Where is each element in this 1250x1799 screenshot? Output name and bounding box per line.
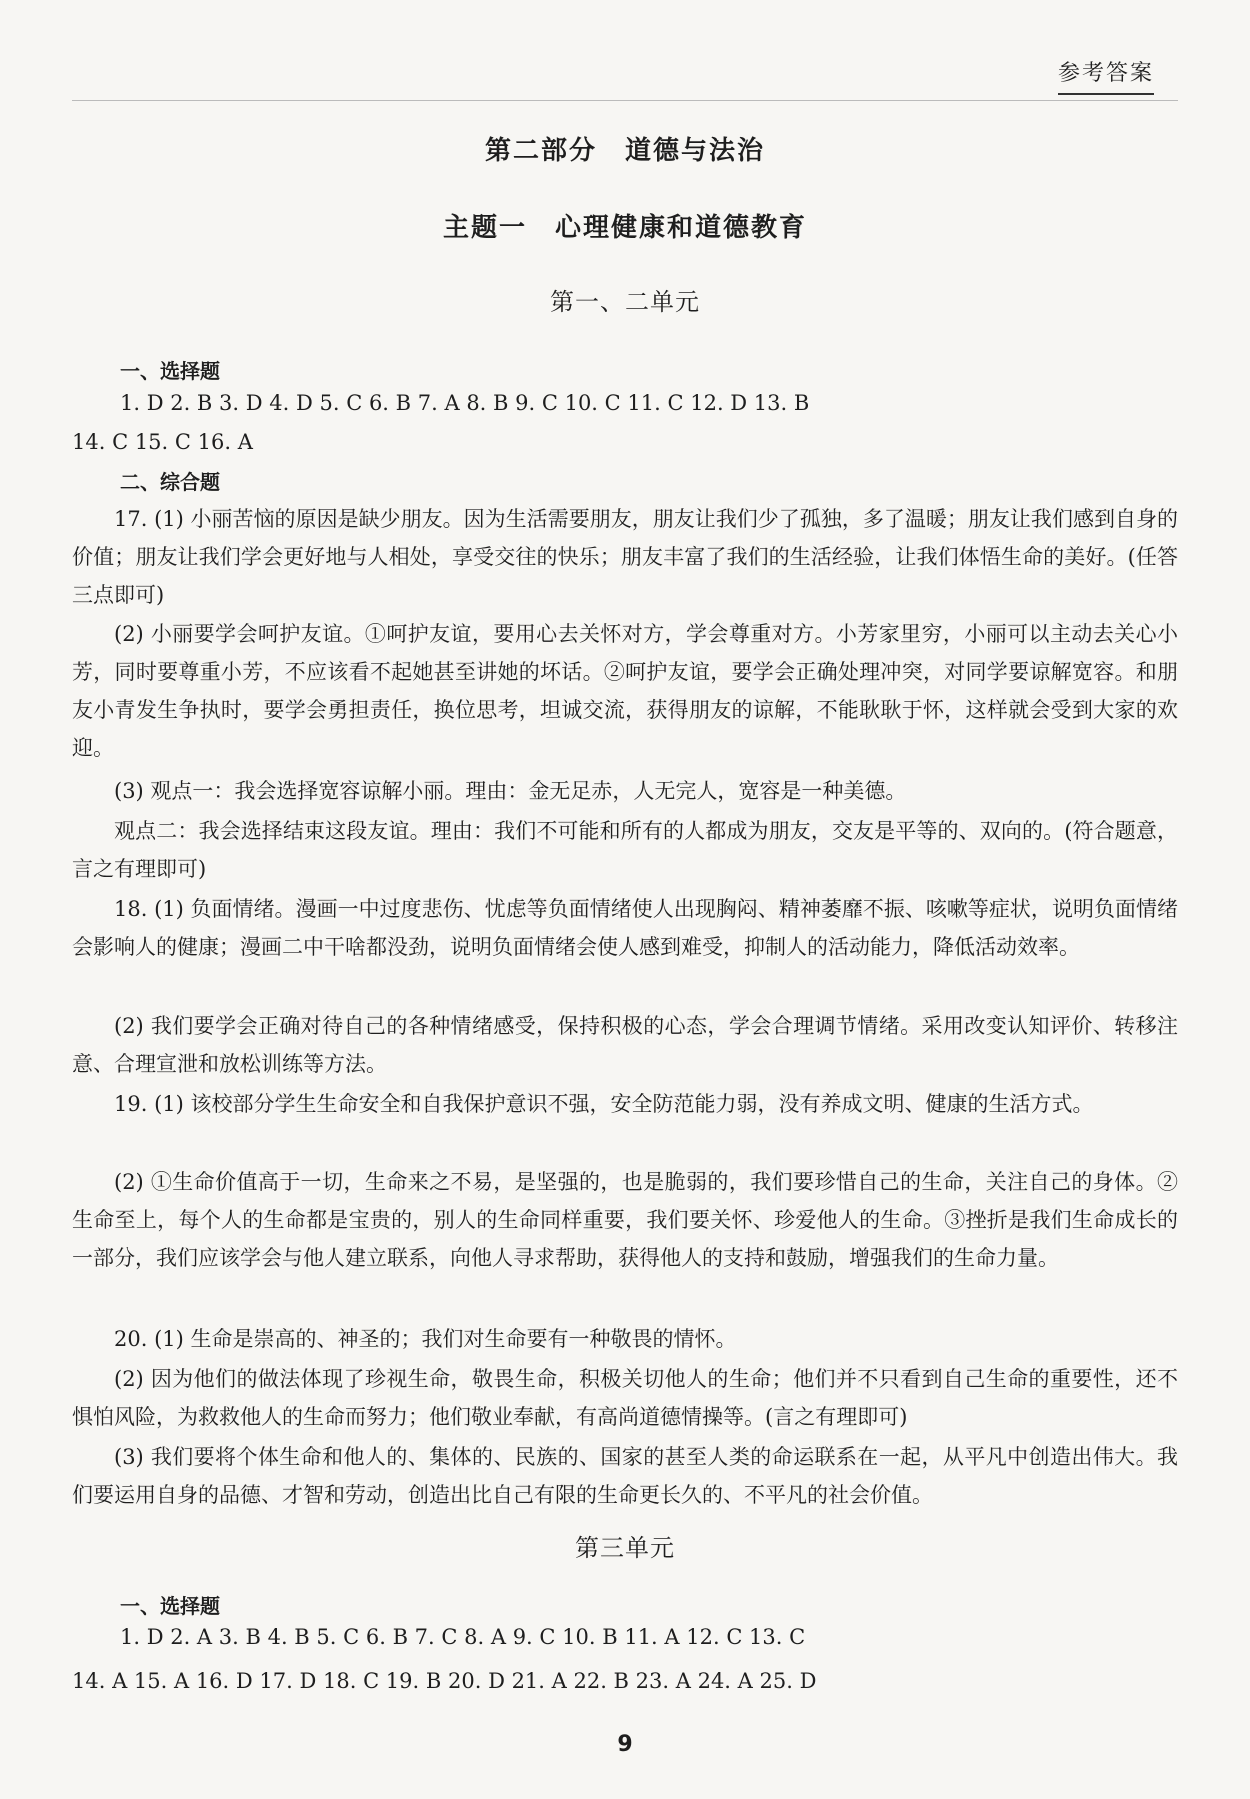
header-rule (72, 100, 1178, 101)
q20-part2: (2) 因为他们的做法体现了珍视生命，敬畏生命，积极关切他人的生命；他们并不只看到自己生命的重要性，还不惧怕风险，为救救他人的生命而努力；他们敬业奉献，有高尚道德情操等。(言之有理即可) (72, 1367, 1178, 1429)
mc-answers-line-2: 14. C 15. C 16. A (72, 430, 253, 454)
theme-title: 主题一 心理健康和道德教育 (442, 213, 807, 243)
q18-part1: 18. (1) 负面情绪。漫画一中过度悲伤、忧虑等负面情绪使人出现胸闷、精神萎靡不振、咳嗽等症状，说明负面情绪会影响人的健康；漫画二中干啥都没劲，说明负面情绪会使人感到难受，抑制人的活动能力，降低活动效率。 (72, 897, 1178, 959)
q18-part2: (2) 我们要学会正确对待自己的各种情绪感受，保持积极的心态，学会合理调节情绪。采用改变认知评价、转移注意、合理宣泄和放松训练等方法。 (72, 1014, 1178, 1076)
q19-part2: (2) ①生命价值高于一切，生命来之不易，是坚强的，也是脆弱的，我们要珍惜自己的生命，关注自己的身体。②生命至上，每个人的生命都是宝贵的，别人的生命同样重要，我们要关怀、珍爱他人的生命。③挫折是我们生命成长的一部分，我们应该学会与他人建立联系，向他人寻求帮助，获得他人的支持和鼓励，增强我们的生命力量。 (72, 1170, 1178, 1270)
unit3-mc-heading: 一、选择题 (120, 1594, 220, 1618)
part-title: 第二部分 道德与法治 (484, 136, 765, 166)
comprehensive-heading: 二、综合题 (120, 470, 220, 494)
header-tag: 参考答案 (1058, 56, 1154, 95)
q20-part1: 20. (1) 生命是崇高的、神圣的；我们对生命要有一种敬畏的情怀。 (114, 1327, 737, 1351)
page-number: 9 (617, 1732, 633, 1757)
q17-part3-viewpoint2: 观点二：我会选择结束这段友谊。理由：我们不可能和所有的人都成为朋友，交友是平等的、双向的。(符合题意，言之有理即可) (72, 819, 1178, 881)
q17-part2: (2) 小丽要学会呵护友谊。①呵护友谊，要用心去关怀对方，学会尊重对方。小芳家里穷，小丽可以主动去关心小芳，同时要尊重小芳，不应该看不起她甚至讲她的坏话。②呵护友谊，要学会正确处理冲突，对同学要谅解宽容。和朋友小青发生争执时，要学会勇担责任，换位思考，坦诚交流，获得朋友的谅解，不能耿耿于怀，这样就会受到大家的欢迎。 (72, 622, 1178, 760)
q17-part1: 17. (1) 小丽苦恼的原因是缺少朋友。因为生活需要朋友，朋友让我们少了孤独，多了温暖；朋友让我们感到自身的价值；朋友让我们学会更好地与人相处，享受交往的快乐；朋友丰富了我们的生活经验，让我们体悟生命的美好。(任答三点即可) (72, 507, 1178, 607)
unit-1-2-title: 第一、二单元 (550, 288, 700, 316)
q17-part3: (3) 观点一：我会选择宽容谅解小丽。理由：金无足赤，人无完人，宽容是一种美德。 (114, 779, 907, 803)
unit3-mc-answers-line-1: 1. D 2. A 3. B 4. B 5. C 6. B 7. C 8. A 9. C 10. B 11. A 12. C 13. C (120, 1625, 806, 1649)
mc-answers-line-1: 1. D 2. B 3. D 4. D 5. C 6. B 7. A 8. B 9. C 10. C 11. C 12. D 13. B (120, 391, 810, 415)
q20-part3: (3) 我们要将个体生命和他人的、集体的、民族的、国家的甚至人类的命运联系在一起，从平凡中创造出伟大。我们要运用自身的品德、才智和劳动，创造出比自己有限的生命更长久的、不平凡的社会价值。 (72, 1445, 1178, 1507)
mc-heading: 一、选择题 (120, 359, 220, 383)
unit-3-title: 第三单元 (575, 1534, 675, 1562)
q19-part1: 19. (1) 该校部分学生生命安全和自我保护意识不强，安全防范能力弱，没有养成文明、健康的生活方式。 (114, 1092, 1094, 1116)
unit3-mc-answers-line-2: 14. A 15. A 16. D 17. D 18. C 19. B 20. D 21. A 22. B 23. A 24. A 25. D (72, 1669, 817, 1693)
